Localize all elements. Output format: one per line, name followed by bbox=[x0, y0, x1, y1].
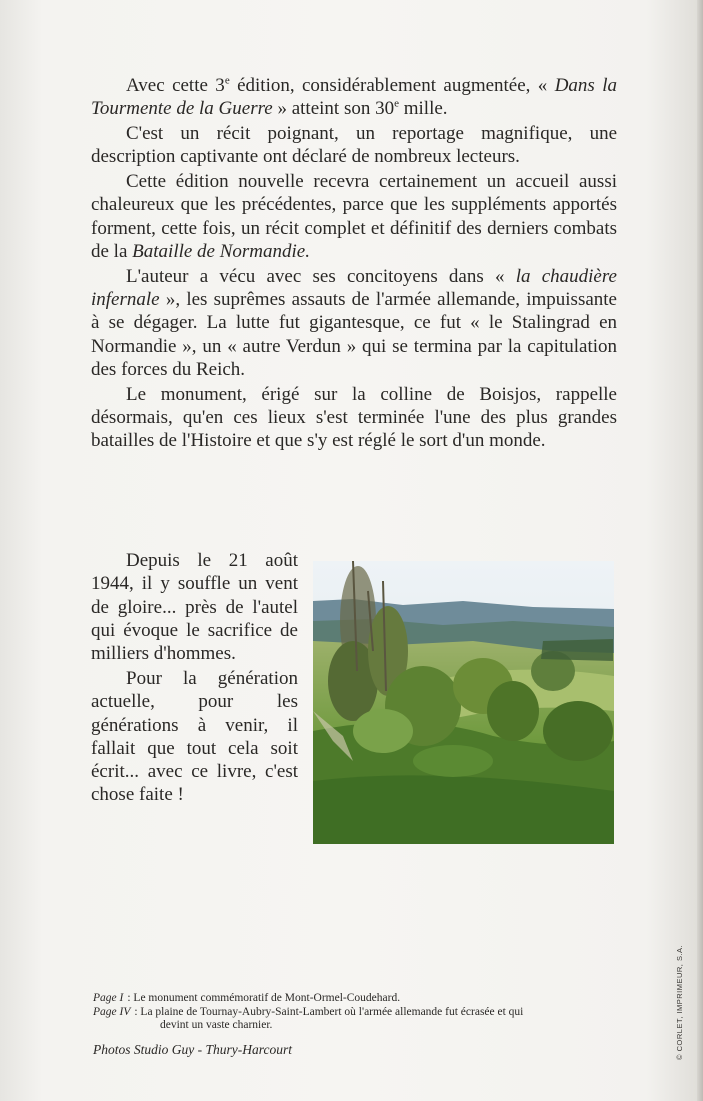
caption-key: Page I bbox=[93, 992, 124, 1004]
text-run: », les suprêmes assauts de l'armée allemande, impuissante à se dégager. La lutte fut gigantesque, ce fut « le Stalingrad en Normandie », un « autre Verdun » qui se termina par la capitulation des forces du Reich. bbox=[91, 289, 617, 381]
cover-edge bbox=[697, 0, 703, 1101]
italic-text: Dans la Tourmente de la Guerre bbox=[91, 75, 617, 120]
wrap-paragraph-2: Pour la génération actuelle, pour les générations à venir, il fallait que tout cela soit écrit... avec ce livre, c'est chose faite ! bbox=[91, 667, 298, 806]
caption-continuation: devint un vaste charnier. bbox=[160, 1019, 273, 1031]
blurb-text bbox=[91, 74, 617, 454]
blurb-paragraph-5 bbox=[91, 383, 617, 453]
wrap-paragraph-1: Depuis le 21 août 1944, il y souffle un vent de gloire... près de l'autel qui évoque le sacrifice de milliers d'hommes. bbox=[91, 550, 298, 665]
text-run: Cette édition nouvelle recevra certainement un accueil aussi chaleureux que les précédentes, parce que les suppléments apportés forment, cette fois, un récit complet et définitif des derniers combats de la bbox=[91, 171, 617, 263]
superscript: e bbox=[224, 74, 230, 87]
text-run: » atteint son 30 bbox=[272, 98, 395, 120]
text-run: Le monument, érigé sur la colline de Boisjos, rappelle désormais, qu'en ces lieux s'est terminée l'une des plus grandes batailles de l'Histoire et que s'y est réglé le sort d'un monde. bbox=[91, 383, 617, 452]
blurb-paragraph-3 bbox=[91, 170, 617, 263]
blurb-paragraph-2 bbox=[91, 122, 617, 169]
caption-key: Page IV bbox=[93, 1005, 131, 1018]
photo-captions bbox=[93, 992, 633, 1033]
text-run: L'auteur a vécu avec ses concitoyens dans « bbox=[126, 265, 516, 287]
text-run: mille. bbox=[399, 98, 448, 120]
printer-imprint: © CORLET, IMPRIMEUR, S.A. bbox=[675, 944, 684, 1060]
caption-page-1 bbox=[93, 992, 633, 1006]
caption-text: : Le monument commémoratif de Mont-Ormel-Coudehard. bbox=[127, 992, 401, 1004]
caption-text: : La plaine de Tournay-Aubry-Saint-Lambert où l'armée allemande fut écrasée et qui bbox=[134, 1005, 524, 1018]
landscape-photo bbox=[313, 561, 614, 844]
italic-text: la chaudière infernale bbox=[91, 265, 617, 311]
text-run: Avec cette 3 bbox=[126, 75, 225, 96]
text-run: édition, considérablement augmentée, « bbox=[229, 75, 555, 96]
text-run: C'est un récit poignant, un reportage magnifique, une description captivante ont déclaré de nombreux lecteurs. bbox=[91, 123, 617, 168]
superscript: e bbox=[394, 97, 399, 110]
landscape-photo-drawing bbox=[313, 561, 614, 844]
caption-page-4 bbox=[93, 1006, 633, 1020]
wrap-text-column bbox=[91, 549, 298, 808]
blurb-paragraph-4 bbox=[91, 265, 617, 381]
photo-credit: Photos Studio Guy - Thury-Harcourt bbox=[93, 1042, 292, 1057]
blurb-paragraph-1 bbox=[91, 74, 617, 121]
italic-text: Bataille de Normandie. bbox=[132, 241, 310, 263]
